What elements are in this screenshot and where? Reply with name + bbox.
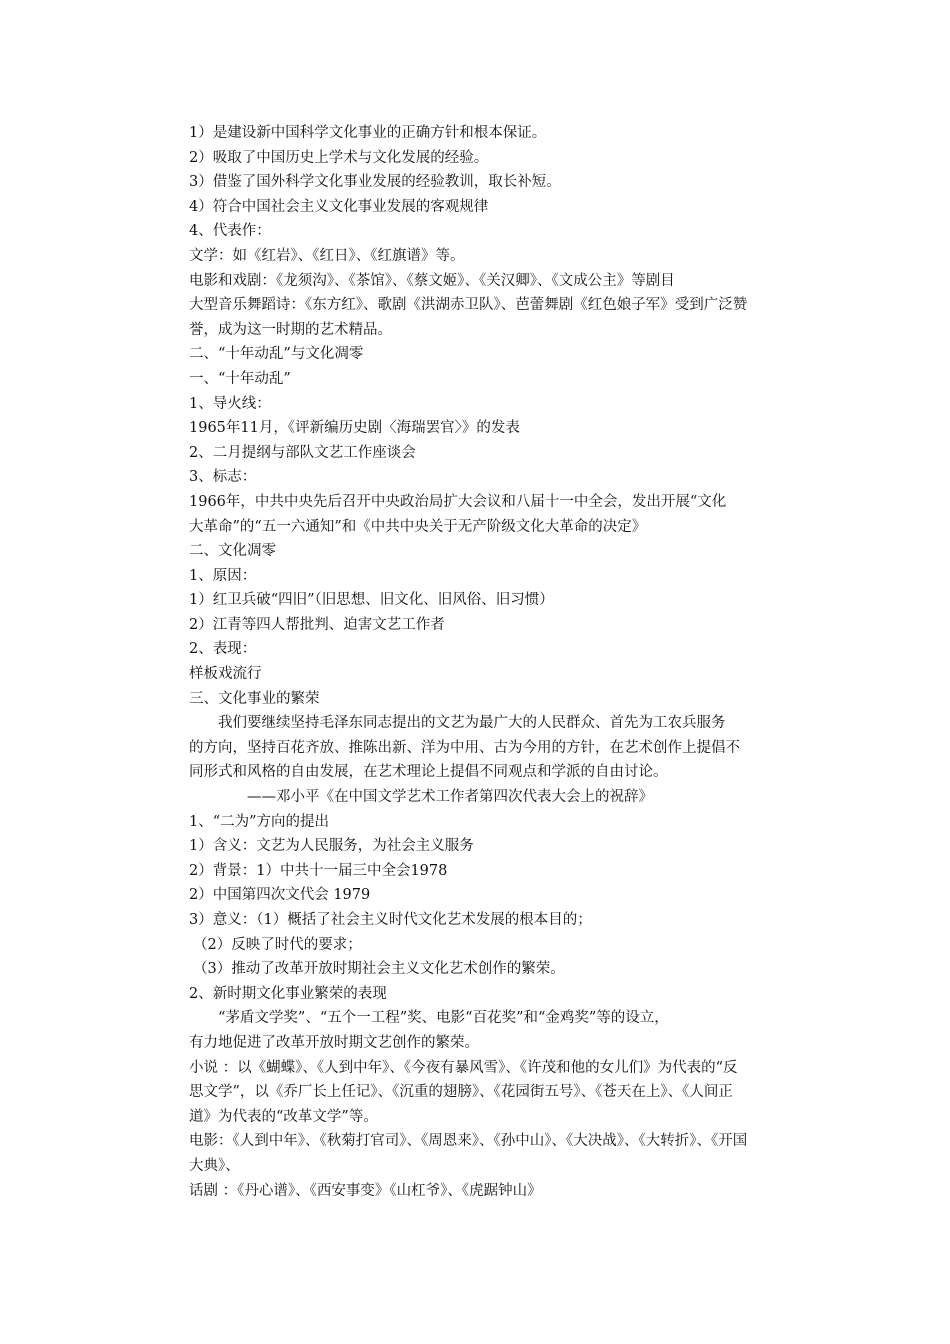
section-heading: 一、“十年动乱”	[189, 370, 291, 387]
text-line: 有力地促进了改革开放时期文艺创作的繁荣。	[189, 1034, 479, 1051]
section-heading: 1、“二为”方向的提出	[189, 813, 330, 830]
section-heading: 二、文化凋零	[189, 543, 276, 560]
text-line: 2）背景：1）中共十一届三中全会1978	[189, 862, 448, 879]
text-line: （2）反映了时代的要求；	[193, 936, 362, 953]
text-line: 话剧 ：《丹心谱》、《西安事变》《山杠爷》、《虎踞钟山》	[189, 1182, 542, 1199]
text-line: “茅盾文学奖”、“五个一工程”奖、电影“百花奖”和“金鸡奖”等的设立，	[218, 1010, 669, 1027]
text-line: 3、标志：	[189, 469, 257, 486]
text-line: 电影：《人到中年》、《秋菊打官司》、《周恩来》、《孙中山》、《大决战》、《大转折》、《开国	[189, 1133, 748, 1150]
text-line: 3）借鉴了国外科学文化事业发展的经验教训，取长补短。	[189, 174, 561, 191]
text-line: 2、表现：	[189, 641, 257, 658]
quote-line: 同形式和风格的自由发展，在艺术理论上提倡不同观点和学派的自由讨论。	[189, 764, 668, 781]
text-line: 大革命”的“五一六通知”和《中共中央关于无产阶级文化大革命的决定》	[189, 518, 647, 535]
text-line: 1965年11月，《评新编历史剧〈海瑞罢官〉》的发表	[189, 420, 520, 437]
section-heading: 三、文化事业的繁荣	[189, 690, 320, 707]
text-line: 大型音乐舞蹈诗：《东方红》、歌剧《洪湖赤卫队》、芭蕾舞剧《红色娘子军》受到广泛赞	[189, 297, 748, 314]
text-line: 3）意义：（1）概括了社会主义时代文化艺术发展的根本目的；	[189, 912, 592, 928]
text-line: 1、原因：	[189, 567, 257, 584]
document-body	[189, 121, 819, 1203]
text-line: 1、导火线：	[189, 395, 271, 412]
section-heading: 2、新时期文化事业繁荣的表现	[189, 985, 387, 1002]
text-line: 4）符合中国社会主义文化事业发展的客观规律	[189, 198, 489, 215]
text-line: 1）含义：文艺为人民服务，为社会主义服务	[189, 838, 474, 855]
quote-attribution: ——邓小平《在中国文学艺术工作者第四次代表大会上的祝辞》	[247, 789, 653, 806]
text-line: 大典》、	[189, 1157, 240, 1174]
text-line: 2）吸取了中国历史上学术与文化发展的经验。	[189, 149, 489, 166]
text-line: 2、二月提纲与部队文艺工作座谈会	[189, 444, 416, 461]
section-heading: 4、代表作：	[189, 223, 271, 240]
text-line: 1）红卫兵破“四旧”（旧思想、旧文化、旧风俗、旧习惯）	[189, 592, 554, 609]
text-line: 小说 ：以《蝴蝶》、《人到中年》、《今夜有暴风雪》、《许茂和他的女儿们》为代表的“反	[189, 1059, 738, 1076]
text-line: 1）是建设新中国科学文化事业的正确方针和根本保证。	[189, 125, 547, 141]
text-line: 电影和戏剧：《龙须沟》、《茶馆》、《蔡文姬》、《关汉卿》、《文成公主》等剧目	[189, 272, 675, 289]
quote-line: 我们要继续坚持毛泽东同志提出的文艺为最广大的人民群众、首先为工农兵服务	[218, 715, 726, 732]
text-line: 道》为代表的“改革文学”等。	[189, 1108, 378, 1125]
text-line: 2）中国第四次文代会 1979	[189, 887, 371, 904]
section-heading: 二、“十年动乱”与文化凋零	[189, 346, 364, 363]
text-line: 2）江青等四人帮批判、迫害文艺工作者	[189, 616, 445, 633]
quote-line: 的方向，坚持百花齐放、推陈出新、洋为中用、古为今用的方针，在艺术创作上提倡不	[189, 739, 740, 756]
text-line: 样板戏流行	[189, 666, 262, 683]
text-line: 思文学”，以《乔厂长上任记》、《沉重的翅膀》、《花园街五号》、《苍天在上》、《人间正	[189, 1084, 733, 1101]
text-line: 文学：如《红岩》、《红日》、《红旗谱》等。	[189, 247, 465, 264]
text-line: 1966年，中共中央先后召开中央政治局扩大会议和八届十一中全会，发出开展“文化	[189, 493, 727, 510]
text-line: 誉，成为这一时期的艺术精品。	[189, 321, 392, 338]
text-line: （3）推动了改革开放时期社会主义文化艺术创作的繁荣。	[193, 961, 565, 978]
